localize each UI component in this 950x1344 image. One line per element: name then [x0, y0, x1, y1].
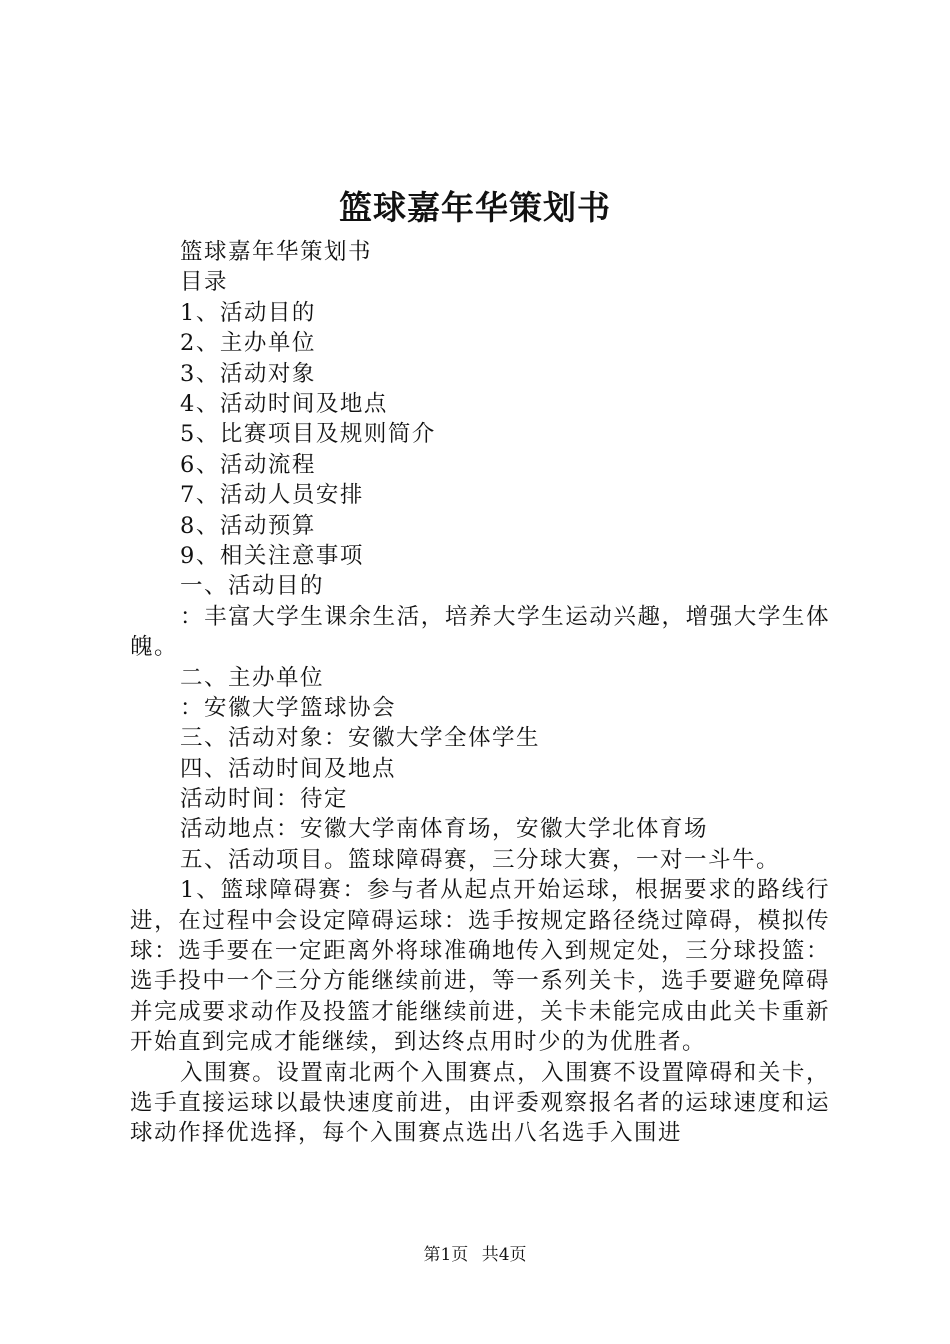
subtitle-line: 篮球嘉年华策划书	[180, 239, 373, 265]
toc-item-8: 8、活动预算	[180, 512, 316, 539]
organizer-line: ：安徽大学篮球协会	[180, 694, 397, 721]
toc-item-1: 1、活动目的	[180, 299, 316, 326]
section-heading-events: 五、活动项目。篮球障碍赛，三分球大赛，一对一斗牛。	[180, 846, 781, 873]
qualifier-paragraph: 入围赛。设置南北两个入围赛点，入围赛不设置障碍和关卡，选手直接运球以最快速度前进，由评委观察报名者的运球速度和运球动作择优选择，每个入围赛点选出八名选手入围进	[130, 1059, 830, 1147]
obstacle-race-paragraph: 1、篮球障碍赛：参与者从起点开始运球，根据要求的路线行进，在过程中会设定障碍运球：选手按规定路径绕过障碍，模拟传球：选手要在一定距离外将球准确地传入到规定处，三分球投篮：选手投中一个三分方能继续前进，等一系列关卡，选手要避免障碍并完成要求动作及投篮才能继续前进，关卡未能完成由此关卡重新开始直到完成才能继续，到达终点用时少的为优胜者。	[130, 877, 830, 1056]
toc-item-4: 4、活动时间及地点	[180, 390, 388, 417]
toc-heading: 目录	[180, 269, 229, 296]
toc-item-2: 2、主办单位	[180, 330, 316, 357]
section-heading-purpose: 一、活动目的	[180, 573, 325, 600]
section-heading-audience: 三、活动对象：安徽大学全体学生	[180, 725, 541, 752]
document-body	[130, 237, 830, 1149]
toc-item-5: 5、比赛项目及规则简介	[180, 421, 436, 448]
section-heading-organizer: 二、主办单位	[180, 664, 325, 691]
toc-item-6: 6、活动流程	[180, 451, 316, 478]
page-number: 第1页	[423, 1245, 469, 1265]
activity-time-line: 活动时间：待定	[180, 786, 349, 813]
toc-item-7: 7、活动人员安排	[180, 482, 364, 509]
purpose-paragraph: ：丰富大学生课余生活，培养大学生运动兴趣，增强大学生体魄。	[130, 603, 830, 661]
toc-item-3: 3、活动对象	[180, 360, 316, 387]
document-title: 篮球嘉年华策划书	[339, 188, 611, 227]
activity-place-line: 活动地点：安徽大学南体育场，安徽大学北体育场	[180, 816, 709, 843]
total-pages: 共4页	[481, 1245, 527, 1265]
toc-item-9: 9、相关注意事项	[180, 542, 364, 569]
section-heading-time-place: 四、活动时间及地点	[180, 755, 397, 782]
page-footer	[0, 1243, 950, 1267]
